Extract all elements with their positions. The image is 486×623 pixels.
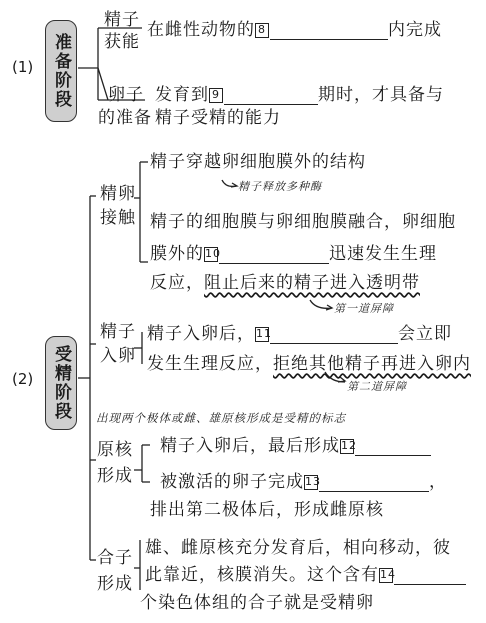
contact-line-1: 精子穿越卵细胞膜外的结构: [150, 152, 366, 172]
pronucleus-line-2: [160, 472, 447, 492]
note-barrier-2: 第二道屏障: [347, 380, 407, 393]
contact-line-3: [150, 244, 437, 264]
pronucleus-line-1: [160, 436, 431, 456]
contact-4a: 反应，: [150, 273, 204, 293]
entry-label-a: 精子: [100, 322, 136, 342]
zygote-label-b: 形成: [97, 574, 133, 594]
zygote-line-1: 雄、雌原核充分发育后，相向移动，彼: [145, 538, 451, 558]
blank-8: [270, 23, 388, 40]
blank-13: [319, 475, 429, 492]
pro-2end: ，: [429, 472, 447, 492]
entry-2b: 拒绝其他精子再进入卵内: [273, 354, 471, 374]
note-enzyme: 精子释放多种酶: [238, 180, 322, 193]
blank-11: [270, 327, 398, 344]
stage2-label: 受精阶段: [51, 345, 71, 421]
blank-14: [394, 568, 466, 585]
blank-10-marker: 10: [205, 246, 221, 260]
zyg-2a: 此靠近，核膜消失。这个含有: [145, 565, 379, 585]
pronucleus-label-a: 原核: [97, 440, 133, 460]
sperm-text: 在雌性动物的: [147, 20, 255, 40]
pronucleus-label-b: 形成: [97, 466, 133, 486]
stage1-label-box: [45, 20, 77, 122]
blank-12: [355, 439, 431, 456]
pronucleus-line-3: 排出第二极体后，形成雌原核: [150, 500, 384, 520]
pro-1: 精子入卵后，最后形成: [160, 436, 340, 456]
zygote-label-a: 合子: [97, 548, 133, 568]
sperm-capacitation-label-b: 获能: [104, 32, 140, 52]
sperm-end: 内完成: [388, 20, 442, 40]
contact-label-a: 精卵: [100, 184, 136, 204]
contact-line-4: [150, 273, 420, 293]
blank-9: [224, 88, 318, 105]
contact-3b: 迅速发生生理: [329, 244, 437, 264]
entry-label-b: 入卵: [100, 346, 136, 366]
entry-1a: 精子入卵后，: [147, 324, 255, 344]
entry-line-1: [147, 324, 452, 344]
blank-14-marker: 14: [380, 567, 396, 581]
entry-1b: 会立即: [398, 324, 452, 344]
stage2-label-box: [45, 336, 77, 430]
zygote-line-3: 个染色体组的合子就是受精卵: [140, 593, 374, 613]
blank-12-marker: 12: [341, 438, 357, 452]
zygote-line-2: [145, 565, 466, 585]
note-fertilization-sign: 出现两个极体或雌、雄原核形成是受精的标志: [96, 411, 346, 425]
egg-prep-line2: 精子受精的能力: [155, 108, 281, 128]
contact-label-b: 接触: [100, 208, 136, 228]
egg-prep-label-b: 的准备: [98, 108, 152, 128]
egg-prep-text: [155, 85, 444, 105]
blank-13-marker: 13: [305, 474, 321, 488]
blank-8-marker: 8: [255, 23, 269, 38]
egg-text: 发育到: [155, 85, 209, 105]
pro-2: 被激活的卵子完成: [160, 472, 304, 492]
contact-4b: 阻止后来的精子进入透明带: [204, 273, 420, 293]
blank-11-marker: 11: [256, 326, 272, 340]
sperm-capacitation-text: [147, 20, 442, 40]
egg-end: 期时，才具备与: [318, 85, 444, 105]
entry-line-2: [147, 354, 471, 374]
contact-3a: 膜外的: [150, 244, 204, 264]
blank-10: [219, 247, 329, 264]
stage1-label: 准备阶段: [51, 33, 71, 109]
entry-2a: 发生生理反应，: [147, 354, 273, 374]
stage2-number: (2): [12, 370, 34, 388]
note-barrier-1: 第一道屏障: [334, 302, 394, 315]
blank-9-marker: 9: [209, 88, 223, 103]
egg-prep-label-a: 卵子: [108, 85, 144, 105]
stage1-number: (1): [12, 58, 34, 76]
contact-line-2: 精子的细胞膜与卵细胞膜融合，卵细胞: [150, 212, 456, 232]
sperm-capacitation-label-a: 精子: [104, 10, 140, 30]
